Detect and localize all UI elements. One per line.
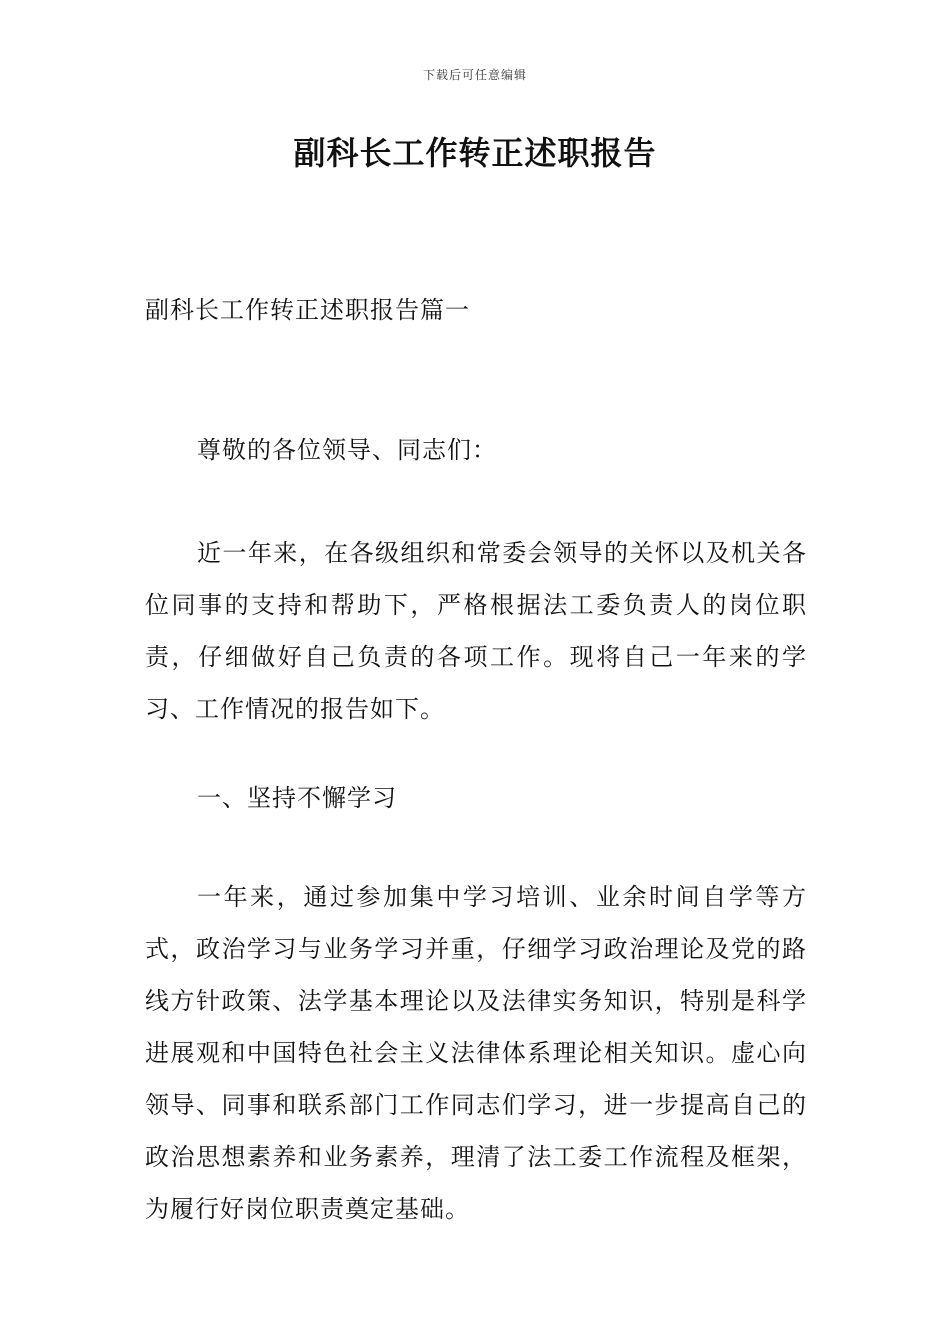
header-note: 下载后可任意编辑 [422,68,527,82]
document-title: 副科长工作转正述职报告 [293,134,657,172]
section-heading: 副科长工作转正述职报告篇一 [145,296,470,324]
subsection-heading: 一、坚持不懈学习 [197,784,397,812]
salutation: 尊敬的各位领导、同志们： [197,436,497,464]
paragraph: 近一年来，在各级组织和常委会领导的关怀以及机关各位同事的支持和帮助下，严格根据法工委负责人的岗位职责，仔细做好自己负责的各项工作。现将自己一年来的学习、工作情况的报告如下。 [145,539,807,723]
paragraph: 一年来，通过参加集中学习培训、业余时间自学等方式，政治学习与业务学习并重，仔细学习政治理论及党的路线方针政策、法学基本理论以及法律实务知识，特别是科学进展观和中国特色社会主义法律体系理论相关知识。虚心向领导、同事和联系部门工作同志们学习，进一步提高自己的政治思想素养和业务素养，理清了法工委工作流程及框架，为履行好岗位职责奠定基础。 [145,883,807,1223]
